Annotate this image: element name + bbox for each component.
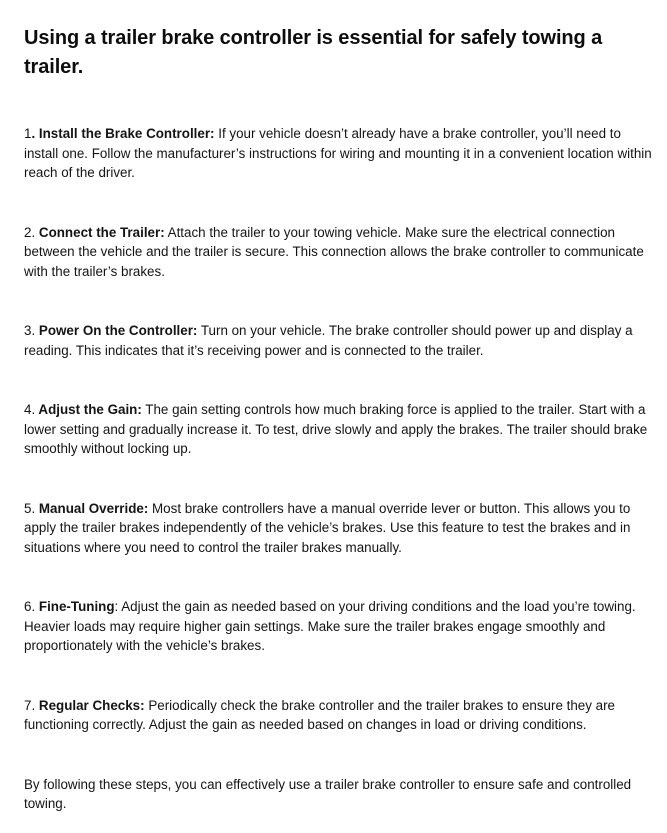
step-body: If your vehicle doesn’t already have a brake controller, you’ll need to install one. Follow the manufacturer’s instructions for wiring and mounting it in a convenient location within reach of the driver. [24, 126, 652, 180]
document-title: Using a trailer brake controller is essential for safely towing a trailer. [24, 27, 603, 78]
step-number-separator: . [31, 126, 36, 141]
step-number: 2 [24, 224, 32, 240]
document-page [24, 24, 654, 814]
step-body: Most brake controllers have a manual override lever or button. This allows you to apply the trailer brakes independently of the vehicle’s brakes. Use this feature to test the brakes and in situations where you need to control the trailer brakes manually. [24, 500, 631, 555]
step-number-separator: . [31, 323, 36, 338]
step-power-on [24, 321, 654, 360]
step-heading: Regular Checks: [35, 697, 145, 713]
step-body: Attach the trailer to your towing vehicle. Make sure the electrical connection between the vehicle and the trailer is secure. This connection allows the brake controller to communicate with the trailer’s brakes. [24, 224, 644, 279]
step-adjust-gain [24, 400, 654, 459]
step-number-separator: . [31, 402, 36, 417]
step-number: 6 [24, 599, 32, 614]
step-heading: Power On the Controller: [35, 323, 198, 338]
step-manual-override [24, 499, 654, 558]
step-heading: Connect the Trailer: [35, 224, 165, 240]
step-install-controller [24, 124, 654, 183]
step-body: Turn on your vehicle. The brake controller should power up and display a reading. This indicates that it’s receiving power and is connected to the trailer. [24, 323, 633, 358]
step-body: The gain setting controls how much braking force is applied to the trailer. Start with a lower setting and gradually increase it. To test, drive slowly and apply the brakes. The trailer should brake smoothly without locking up. [24, 402, 648, 456]
step-heading: Adjust the Gain: [35, 402, 142, 417]
step-number-separator: . [31, 697, 36, 713]
step-number-separator: . [31, 599, 36, 614]
conclusion-paragraph: By following these steps, you can effectively use a trailer brake controller to ensure safe and controlled towing. [24, 776, 632, 811]
step-connect-trailer [24, 223, 654, 282]
step-number: 4 [24, 402, 32, 417]
step-number-separator: . [31, 500, 36, 516]
step-regular-checks [24, 696, 654, 735]
step-number: 1 [24, 126, 32, 141]
step-number-separator: . [31, 224, 36, 240]
step-fine-tuning [24, 597, 654, 656]
step-body: Periodically check the brake controller and the trailer brakes to ensure they are functioning correctly. Adjust the gain as needed based on changes in load or driving conditions. [24, 697, 615, 732]
step-heading: Fine-Tuning [35, 599, 115, 614]
step-body: : Adjust the gain as needed based on your driving conditions and the load you’re towing. Heavier loads may require higher gain settings. Make sure the trailer brakes engage smoothly and proportionately with the vehicle’s brakes. [24, 599, 636, 653]
step-number: 7 [24, 697, 32, 713]
step-number: 3 [24, 323, 32, 338]
step-number: 5 [24, 500, 32, 516]
step-heading: Manual Override: [35, 500, 149, 516]
step-heading: Install the Brake Controller: [35, 126, 215, 141]
